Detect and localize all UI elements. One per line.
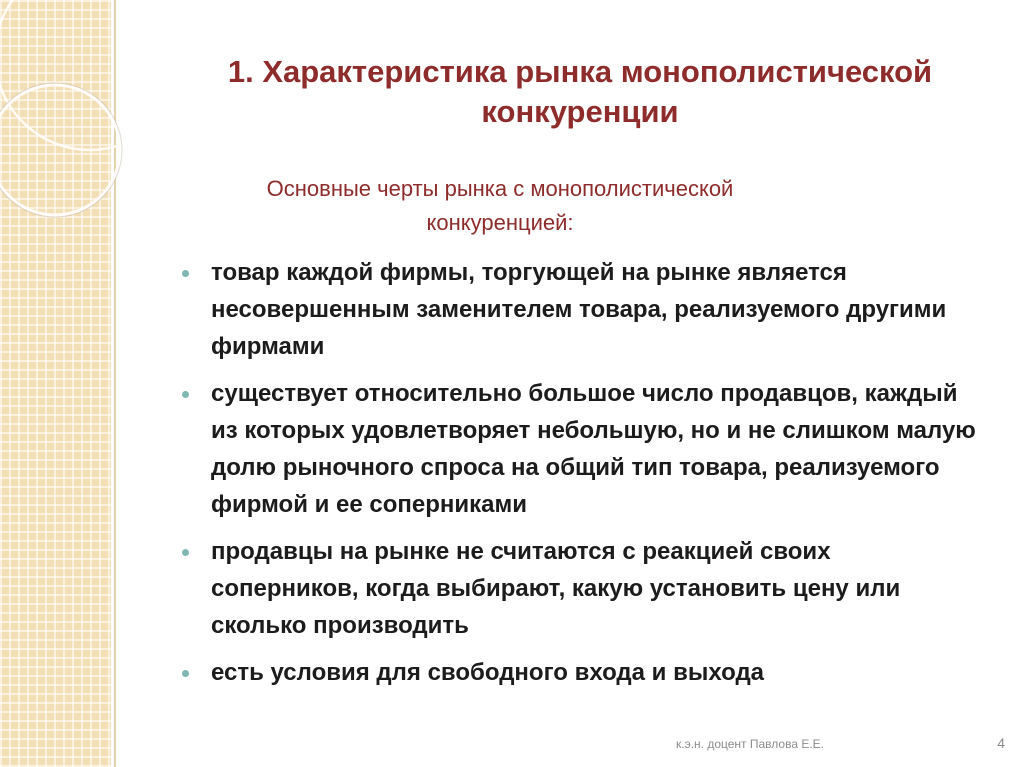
bullet-dot-icon: [182, 549, 189, 556]
bullet-item: [180, 375, 980, 523]
bullet-item: [180, 254, 980, 365]
bullet-dot-icon: [182, 391, 189, 398]
bullet-dot-icon: [182, 270, 189, 277]
bullet-text: продавцы на рынке не считаются с реакцией своих соперников, когда выбирают, какую установить цену или сколько производить: [211, 538, 901, 639]
bullet-dot-icon: [182, 670, 189, 677]
bullet-item: [180, 654, 980, 691]
slide-subtitle: Основные черты рынка с монополистической конкуренцией:: [266, 176, 734, 235]
footer-author: к.э.н. доцент Павлова Е.Е.: [675, 737, 824, 751]
slide-title: 1. Характеристика рынка монополистической конкуренции: [227, 54, 933, 129]
page-number: 4: [997, 735, 1005, 751]
bullet-list: [180, 254, 980, 701]
decorative-rings: [0, 0, 130, 260]
bullet-item: [180, 533, 980, 644]
bullet-text: есть условия для свободного входа и выхода: [211, 659, 765, 686]
bullet-text: товар каждой фирмы, торгующей на рынке является несовершенным заменителем товара, реализуемого другими фирмами: [211, 259, 947, 360]
bullet-text: существует относительно большое число продавцов, каждый из которых удовлетворяет небольшую, но и не слишком малую долю рыночного спроса на общий тип товара, реализуемого фирмой и ее соперниками: [211, 380, 976, 518]
